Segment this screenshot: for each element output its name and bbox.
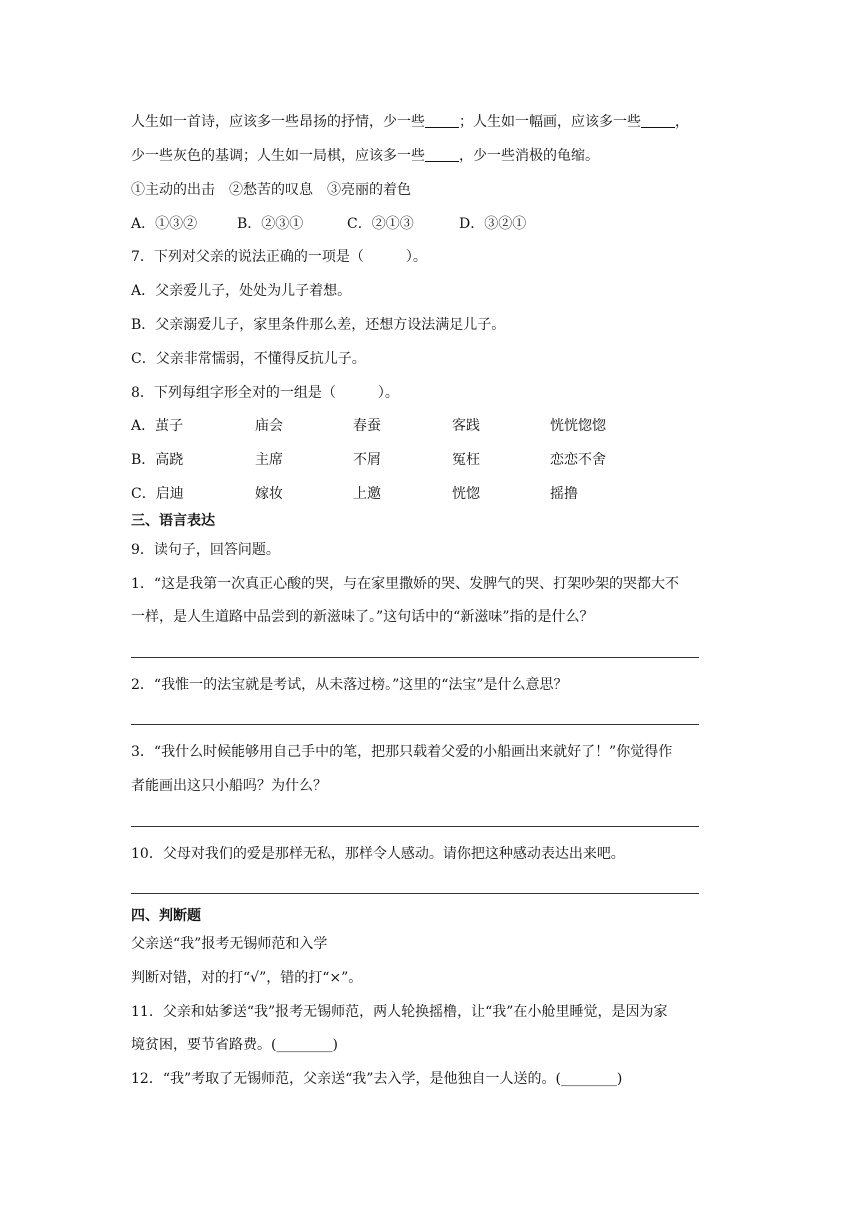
q9-sub3-line-2: 者能画出这只小船吗？为什么？ <box>131 778 327 794</box>
q7-stem: 7．下列对父亲的说法正确的一项是（ ）。 <box>131 249 427 265</box>
q11-line-1: 11．父亲和姑爹送“我”报考无锡师范，两人轮换摇橹，让“我”在小舱里睡觉，是因为家 <box>131 1004 668 1020</box>
q6-option-c[interactable]: C．②①③ <box>347 216 414 232</box>
q12[interactable]: 12．“我”考取了无锡师范，父亲送“我”去入学，是他独自一人送的。(________) <box>131 1071 623 1087</box>
q6-phrases: ①主动的出击 ②愁苦的叹息 ③亮丽的着色 <box>131 182 411 198</box>
q8-row-b-word-1: 主席 <box>255 452 283 468</box>
q8-row-a-word-4: 恍恍惚惚 <box>550 418 606 434</box>
q6-option-d[interactable]: D．③②① <box>459 216 527 232</box>
q8-row-c-word-1: 嫁妆 <box>255 486 283 502</box>
q11-line-2[interactable]: 境贫困，要节省路费。(________) <box>131 1037 338 1053</box>
q6-text-1c: ， <box>675 114 689 130</box>
section-4-title: 四、判断题 <box>131 908 201 924</box>
q8-row-a-word-1: 庙会 <box>255 418 283 434</box>
q8-row-a-label[interactable]: A．茧子 <box>131 418 184 434</box>
q9-sub2-answer-line[interactable] <box>131 724 699 725</box>
q9-sub2: 2．“我惟一的法宝就是考试，从未落过榜。”这里的“法宝”是什么意思？ <box>131 677 568 693</box>
q7-option-c[interactable]: C．父亲非常懦弱，不懂得反抗儿子。 <box>131 351 366 367</box>
q6-text-2a: 少一些灰色的基调；人生如一局棋，应该多一些 <box>131 148 425 164</box>
q10-answer-line[interactable] <box>131 893 699 894</box>
q6-text-1a: 人生如一首诗，应该多一些昂扬的抒情，少一些 <box>131 114 425 130</box>
q9-sub1-line-1: 1．“这是我第一次真正心酸的哭，与在家里撒娇的哭、发脾气的哭、打架吵架的哭都大不 <box>131 576 680 592</box>
q8-row-c-word-2: 上邀 <box>353 486 381 502</box>
q9-sub3-answer-line[interactable] <box>131 826 699 827</box>
q8-row-b-word-4: 恋恋不舍 <box>550 452 606 468</box>
q6-line-2 <box>131 146 599 166</box>
q8-row-b-word-2: 不屑 <box>353 452 381 468</box>
q9-sub1-line-2: 一样，是人生道路中品尝到的新滋味了。”这句话中的“新滋味”指的是什么？ <box>131 609 594 625</box>
q6-blank-2[interactable] <box>641 113 675 128</box>
q6-blank-3[interactable] <box>425 147 459 162</box>
q9-sub1-answer-line[interactable] <box>131 657 699 658</box>
q9-stem: 9．读句子，回答问题。 <box>131 542 280 558</box>
q8-row-c-label[interactable]: C．启迪 <box>131 486 184 502</box>
q7-option-b[interactable]: B．父亲溺爱儿子，家里条件那么差，还想方设法满足儿子。 <box>131 317 506 333</box>
q8-stem: 8．下列每组字形全对的一组是（ ）。 <box>131 385 399 401</box>
section-4-passage-title: 父亲送“我”报考无锡师范和入学 <box>131 936 328 952</box>
q8-row-a-word-3: 客践 <box>452 418 480 434</box>
section-4-instruction: 判断对错，对的打“√”，错的打“×”。 <box>131 970 363 986</box>
q6-line-1 <box>131 112 689 132</box>
q8-row-a-word-2: 春蚕 <box>353 418 381 434</box>
q10-stem: 10．父母对我们的爱是那样无私，那样令人感动。请你把这种感动表达出来吧。 <box>131 846 625 862</box>
q8-row-b-label[interactable]: B．高跷 <box>131 452 184 468</box>
q6-text-2b: ，少一些消极的龟缩。 <box>459 148 599 164</box>
q6-option-a[interactable]: A．①③② <box>131 216 198 232</box>
q7-option-a[interactable]: A．父亲爱儿子，处处为儿子着想。 <box>131 283 352 299</box>
q8-row-b-word-3: 冤枉 <box>452 452 480 468</box>
q6-option-b[interactable]: B．②③① <box>237 216 304 232</box>
q8-row-c-word-3: 恍惚 <box>452 486 480 502</box>
q6-text-1b: ；人生如一幅画，应该多一些 <box>459 114 641 130</box>
q6-blank-1[interactable] <box>425 113 459 128</box>
q8-row-c-word-4: 摇撸 <box>550 486 578 502</box>
q9-sub3-line-1: 3．“我什么时候能够用自己手中的笔，把那只载着父爱的小船画出来就好了！”你觉得作 <box>131 744 673 760</box>
section-3-title: 三、语言表达 <box>131 513 215 529</box>
